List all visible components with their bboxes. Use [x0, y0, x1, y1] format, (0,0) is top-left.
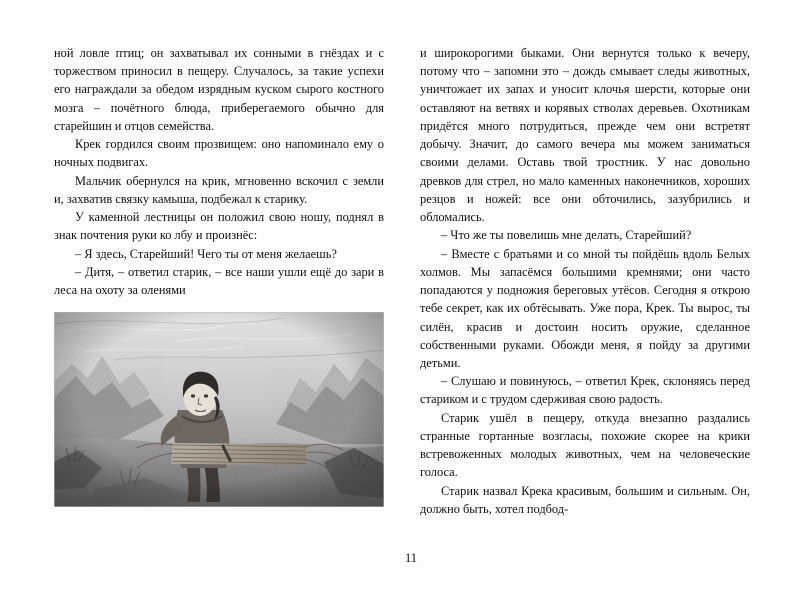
paragraph: – Вместе с братьями и со мной ты пойдёшь вдоль Белых холмов. Мы запасёмся большими кремнями; они часто попадаются у подножия береговых утёсов. Сегодня я открою тебе секрет, как их обтёсывать. Уже пора, Крек. Ты вырос, ты силён, красив и достоин носить оружие, сделанное собственными руками. Обожди меня, я пойду за другими детьми. — [420, 246, 750, 370]
page-number — [0, 551, 800, 566]
left-text-column — [54, 44, 384, 518]
paragraph: Старик ушёл в пещеру, откуда внезапно раздались странные гортанные возгласы, похожие скорее на крики встревоженных молодых животных, чем на человеческие голоса. — [420, 410, 750, 480]
paragraph: и широкорогими быками. Они вернутся только к вечеру, потому что – запомни это – дождь смывает следы животных, уничтожает их запах и уносит клочья шерсти, которые они оставляют на ветвях и корявых стволах деревьев. Охотникам придётся много потрудиться, прежде чем они встретят добычу. Значит, до самого вечера мы можем заниматься своими делами. Оставь твой тростник. У нас довольно древков для стрел, но мало каменных наконечников, хороших резцов и ножей: все они обточились, зазубрились и обломались. — [420, 46, 750, 225]
paragraph: Мальчик обернулся на крик, мгновенно вскочил с земли и, захватив связку камыша, подбежал к старику. — [54, 173, 384, 206]
page-number-value: 11 — [405, 551, 417, 565]
paragraph: У каменной лестницы он положил свою ношу, поднял в знак почтения руки ко лбу и произнёс: — [54, 210, 384, 243]
illustration — [54, 312, 384, 507]
paragraph: – Я здесь, Старейший! Чего ты от меня желаешь? — [75, 246, 337, 261]
paragraph: ной ловле птиц; он захватывал их сонными в гнёздах и с торжеством приносил в пещеру. Случалось, за такие успехи его награждали за обедом изрядным куском сырого костного мозга – почётного блюда, приберегаемого обычно для старейшин и отцов семейства. — [54, 46, 384, 133]
right-text-column — [420, 44, 750, 518]
paragraph: Крек гордился своим прозвищем: оно напоминало ему о ночных подвигах. — [54, 137, 384, 170]
paragraph: – Что же ты повелишь мне делать, Старейший? — [441, 228, 692, 243]
paragraph: – Дитя, – ответил старик, – все наши ушли ещё до зари в леса на охоту за оленями — [54, 264, 384, 298]
page-columns — [0, 44, 800, 518]
paragraph: – Слушаю и повинуюсь, – ответил Крек, склоняясь перед стариком и с трудом сдерживая свою радость. — [420, 374, 750, 407]
paragraph: Старик назвал Крека красивым, большим и сильным. Он, должно быть, хотел подбод- — [420, 483, 750, 516]
